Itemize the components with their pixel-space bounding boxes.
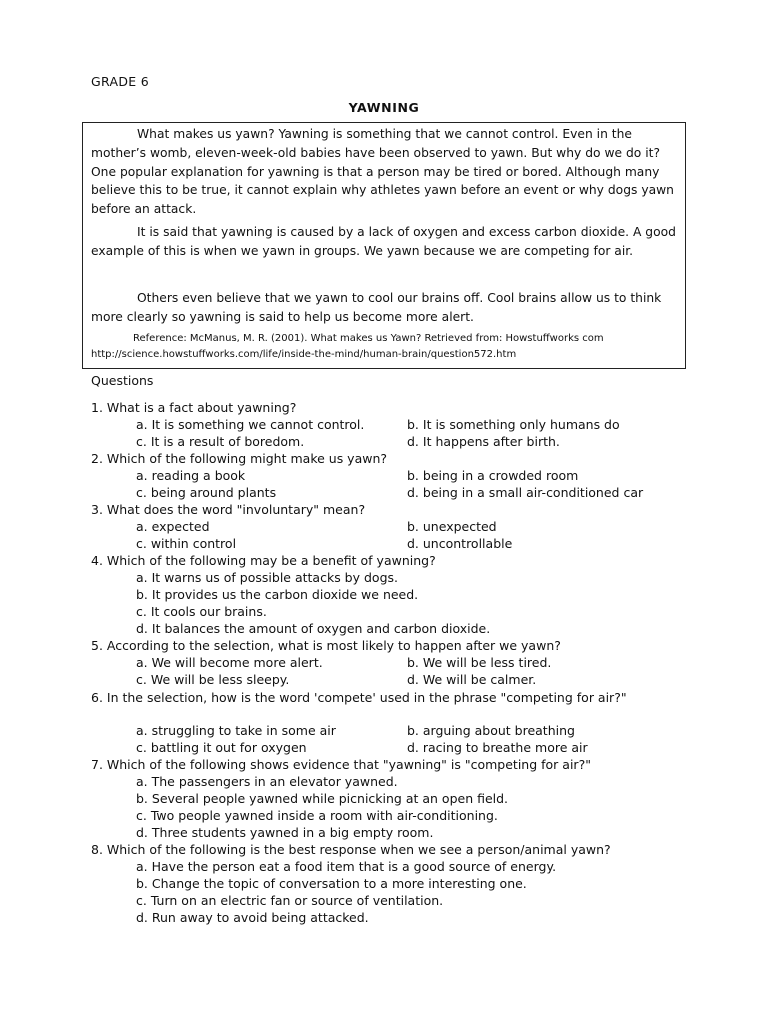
question-2-option-d: d. being in a small air-conditioned car <box>407 485 644 500</box>
question-3-option-d: d. uncontrollable <box>407 536 513 551</box>
question-3-option-c: c. within control <box>136 536 237 551</box>
question-5-option-d: d. We will be calmer. <box>407 672 537 687</box>
question-2: 2. Which of the following might make us yawn? <box>91 451 388 466</box>
question-3-option-b: b. unexpected <box>407 519 497 534</box>
question-8-option-d: d. Run away to avoid being attacked. <box>136 910 369 925</box>
question-5: 5. According to the selection, what is most likely to happen after we yawn? <box>91 638 561 653</box>
reference-citation: Reference: McManus, M. R. (2001). What makes us Yawn? Retrieved from: Howstuffworks com http://science.howstuffworks.com/life/inside-the-mind/human-brain/question572.htm <box>91 333 604 360</box>
question-7-option-d: d. Three students yawned in a big empty room. <box>136 825 434 840</box>
question-1-option-d: d. It happens after birth. <box>407 434 560 449</box>
question-8-option-a: a. Have the person eat a food item that is a good source of energy. <box>136 859 557 874</box>
question-7-option-c: c. Two people yawned inside a room with air-conditioning. <box>136 808 498 823</box>
question-6-option-c: c. battling it out for oxygen <box>136 740 307 755</box>
question-8: 8. Which of the following is the best response when we see a person/animal yawn? <box>91 842 611 857</box>
question-4-option-d: d. It balances the amount of oxygen and carbon dioxide. <box>136 621 491 636</box>
passage-paragraph-3: Others even believe that we yawn to cool our brains off. Cool brains allow us to think more clearly so yawning is said to help us become more alert. <box>91 291 662 324</box>
questions-heading: Questions <box>91 373 154 388</box>
question-7-option-b: b. Several people yawned while picnicking at an open field. <box>136 791 509 806</box>
page-title: YAWNING <box>348 100 420 115</box>
question-1-option-c: c. It is a result of boredom. <box>136 434 305 449</box>
question-8-option-c: c. Turn on an electric fan or source of ventilation. <box>136 893 444 908</box>
question-5-option-a: a. We will become more alert. <box>136 655 323 670</box>
question-6-option-a: a. struggling to take in some air <box>136 723 336 738</box>
passage-paragraph-1: What makes us yawn? Yawning is something that we cannot control. Even in the mother’s womb, eleven-week-old babies have been observed to yawn. But why do we do it? One popular explanation for yawning is that a person may be tired or bored. Although many believe this to be true, it cannot explain why athletes yawn before an event or why dogs yawn before an attack. <box>91 127 674 217</box>
question-5-option-b: b. We will be less tired. <box>407 655 552 670</box>
question-2-option-c: c. being around plants <box>136 485 277 500</box>
question-4-option-a: a. It warns us of possible attacks by dogs. <box>136 570 398 585</box>
question-2-option-b: b. being in a crowded room <box>407 468 579 483</box>
question-2-option-a: a. reading a book <box>136 468 246 483</box>
passage-paragraph-2: It is said that yawning is caused by a lack of oxygen and excess carbon dioxide. A good example of this is when we yawn in groups. We yawn because we are competing for air. <box>91 225 676 258</box>
question-1: 1. What is a fact about yawning? <box>91 400 297 415</box>
question-7: 7. Which of the following shows evidence that "yawning" is "competing for air?" <box>91 757 591 772</box>
grade-label: GRADE 6 <box>91 74 149 89</box>
question-6: 6. In the selection, how is the word 'compete' used in the phrase "competing for air?" <box>91 690 627 705</box>
question-1-option-b: b. It is something only humans do <box>407 417 620 432</box>
question-4-option-b: b. It provides us the carbon dioxide we need. <box>136 587 419 602</box>
question-7-option-a: a. The passengers in an elevator yawned. <box>136 774 398 789</box>
question-1-option-a: a. It is something we cannot control. <box>136 417 365 432</box>
question-8-option-b: b. Change the topic of conversation to a more interesting one. <box>136 876 527 891</box>
passage-box <box>82 122 686 369</box>
question-5-option-c: c. We will be less sleepy. <box>136 672 290 687</box>
question-3-option-a: a. expected <box>136 519 210 534</box>
question-3: 3. What does the word "involuntary" mean? <box>91 502 366 517</box>
question-4-option-c: c. It cools our brains. <box>136 604 267 619</box>
question-6-option-b: b. arguing about breathing <box>407 723 575 738</box>
question-6-option-d: d. racing to breathe more air <box>407 740 588 755</box>
question-4: 4. Which of the following may be a benefit of yawning? <box>91 553 436 568</box>
